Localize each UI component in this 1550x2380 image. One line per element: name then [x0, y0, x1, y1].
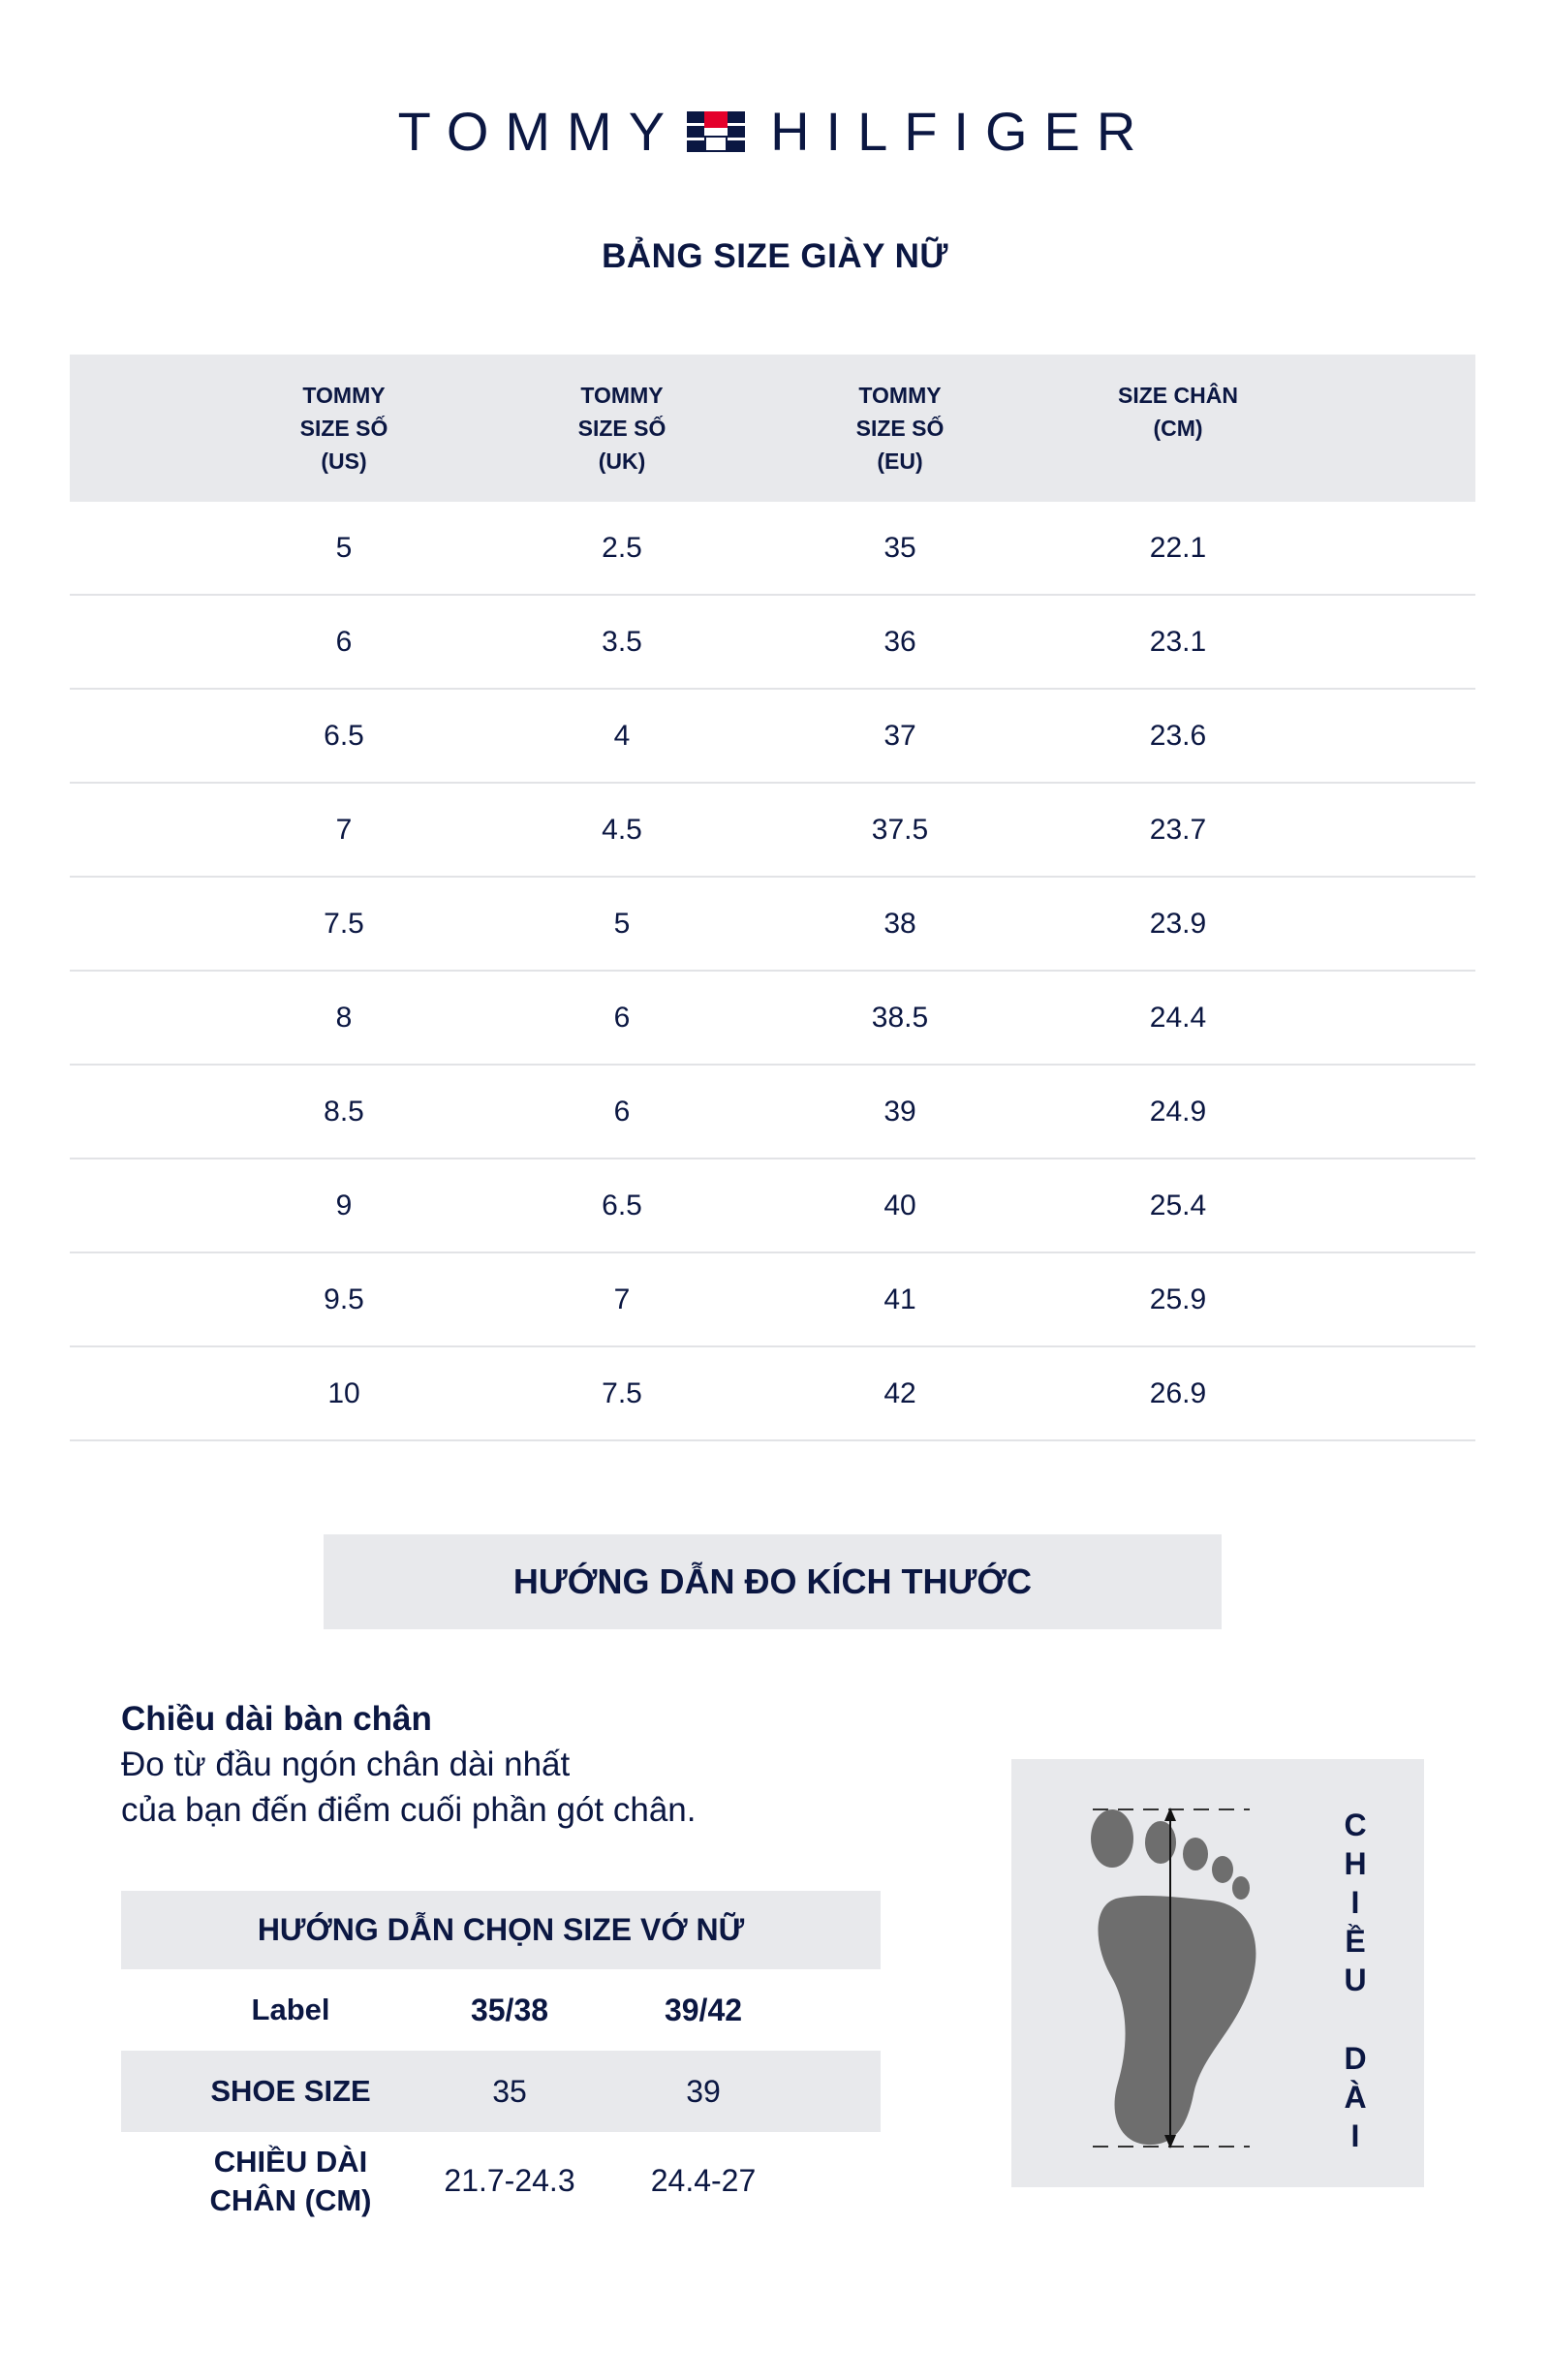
cell-value: 24.4-27: [650, 2163, 757, 2198]
cell-value: 39/42: [664, 1992, 743, 2027]
cell-eu: 35: [884, 531, 916, 564]
cell-uk: 3.5: [602, 625, 642, 658]
cell-eu: 38.5: [871, 1001, 929, 1034]
cell-cm: 25.9: [1149, 1283, 1207, 1315]
table-row: [70, 878, 1475, 972]
cell-us: 9.5: [324, 1283, 364, 1315]
cell-uk: 6: [613, 1001, 631, 1034]
brand-name-left: TOMMY: [397, 101, 682, 162]
cell-us: 6: [335, 625, 353, 658]
cell-eu: 42: [884, 1376, 916, 1409]
table-row: [70, 1066, 1475, 1159]
cell-cm: 25.4: [1149, 1189, 1207, 1221]
shoe-size-table: [70, 355, 1475, 1441]
header-uk: TOMMY SIZE SỐ (UK): [577, 383, 666, 474]
guide-banner: HƯỚNG DẪN ĐO KÍCH THƯỚC: [324, 1534, 1222, 1629]
cell-eu: 40: [884, 1189, 916, 1221]
table-row: [70, 690, 1475, 784]
cell-cm: 24.4: [1149, 1001, 1207, 1034]
table-body: [70, 502, 1475, 1441]
cell-value: 21.7-24.3: [444, 2163, 575, 2198]
cell-uk: 7.5: [602, 1376, 642, 1409]
cell-cm: 24.9: [1149, 1095, 1207, 1128]
cell-us: 8: [335, 1001, 353, 1034]
cell-cm: 23.6: [1149, 719, 1207, 752]
foot-diagram: [1011, 1759, 1424, 2187]
row-label: CHIỀU DÀI CHÂN (CM): [209, 2144, 372, 2217]
cell-value: 35/38: [470, 1992, 549, 2027]
table-row: [70, 1253, 1475, 1347]
table-header: [70, 355, 1475, 502]
table-row: [121, 1969, 881, 2051]
table-row: [70, 972, 1475, 1066]
cell-us: 8.5: [324, 1095, 364, 1128]
measure-instructions: [121, 1697, 993, 1833]
cell-eu: 37: [884, 719, 916, 752]
header-cm: SIZE CHÂN (CM): [1118, 383, 1238, 441]
row-label: Label: [251, 1993, 330, 2026]
measure-line: Đo từ đầu ngón chân dài nhất: [121, 1746, 571, 1783]
brand-logo: [0, 101, 1550, 163]
table-row: [121, 2132, 881, 2230]
flag-icon: [687, 111, 745, 152]
table-row: [121, 2051, 881, 2132]
header-us: TOMMY SIZE SỐ (US): [299, 383, 388, 474]
measure-line: của bạn đến điểm cuối phần gót chân.: [121, 1791, 697, 1829]
cell-cm: 22.1: [1149, 531, 1207, 564]
cell-uk: 6.5: [602, 1189, 642, 1221]
table-row: [70, 1347, 1475, 1441]
cell-cm: 23.9: [1149, 907, 1207, 940]
cell-uk: 5: [613, 907, 631, 940]
cell-us: 7: [335, 813, 353, 846]
cell-us: 6.5: [324, 719, 364, 752]
cell-cm: 26.9: [1149, 1376, 1207, 1409]
table-row: [70, 502, 1475, 596]
cell-cm: 23.7: [1149, 813, 1207, 846]
cell-uk: 4: [613, 719, 631, 752]
measure-title: Chiều dài bàn chân: [121, 1700, 432, 1738]
header-eu: TOMMY SIZE SỐ (EU): [855, 383, 945, 474]
brand-name-right: HILFIGER: [770, 101, 1153, 162]
sock-table-title: HƯỚNG DẪN CHỌN SIZE VỚ NỮ: [121, 1891, 881, 1969]
row-label: SHOE SIZE: [210, 2074, 371, 2108]
cell-eu: 37.5: [871, 813, 929, 846]
sock-size-table: [121, 1891, 881, 2230]
table-row: [70, 1159, 1475, 1253]
cell-value: 35: [492, 2073, 527, 2109]
cell-eu: 36: [884, 625, 916, 658]
table-row: [70, 596, 1475, 690]
cell-us: 10: [327, 1376, 360, 1409]
cell-eu: 39: [884, 1095, 916, 1128]
cell-us: 5: [335, 531, 353, 564]
cell-uk: 4.5: [602, 813, 642, 846]
cell-eu: 38: [884, 907, 916, 940]
cell-uk: 6: [613, 1095, 631, 1128]
cell-value: 39: [686, 2073, 721, 2109]
cell-cm: 23.1: [1149, 625, 1207, 658]
cell-us: 7.5: [324, 907, 364, 940]
cell-us: 9: [335, 1189, 353, 1221]
page-title: BẢNG SIZE GIÀY NỮ: [602, 237, 948, 275]
cell-uk: 2.5: [602, 531, 642, 564]
cell-eu: 41: [884, 1283, 916, 1315]
cell-uk: 7: [613, 1283, 631, 1315]
table-row: [70, 784, 1475, 878]
vertical-label: C H I Ề U D À I: [1344, 1808, 1367, 2153]
